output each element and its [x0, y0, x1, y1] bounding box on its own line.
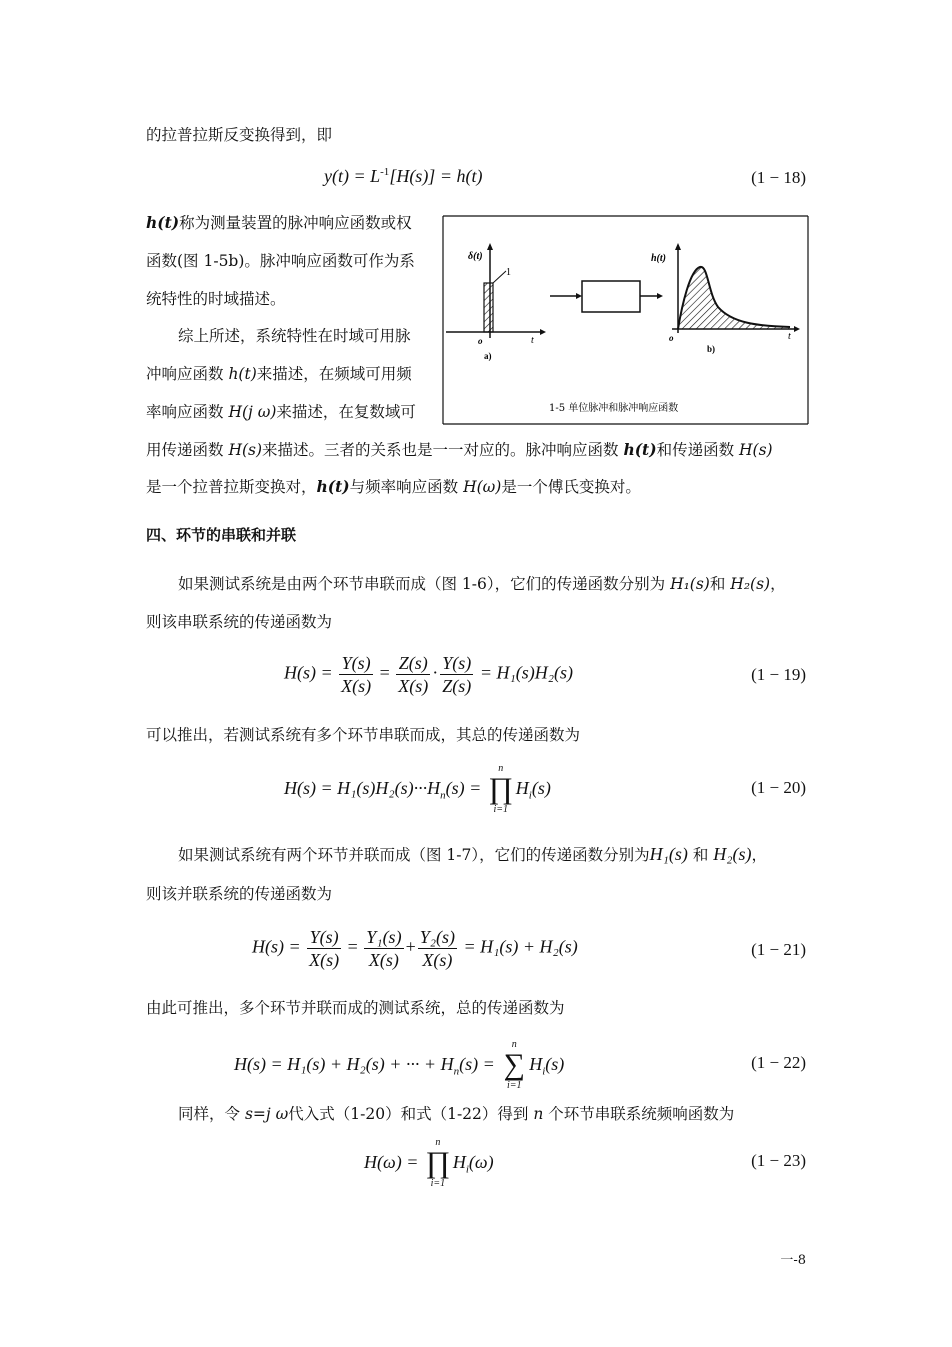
system-block — [550, 281, 663, 312]
paragraph-line: 函数(图 1-5b)。脉冲响应函数可作为系 — [146, 252, 415, 270]
paragraph-line: 由此可推出，多个环节并联而成的测试系统，总的传递函数为 — [146, 999, 565, 1017]
paragraph-line: 率响应函数 H(j ω)来描述，在复数域可 — [146, 403, 416, 421]
paragraph-line: 的拉普拉斯反变换得到，即 — [146, 126, 333, 144]
paragraph-line: 是一个拉普拉斯变换对，h(t)与频率响应函数 H(ω)是一个傅氏变换对。 — [146, 477, 641, 496]
equation-number: (1 − 21) — [751, 940, 806, 959]
equation-number: (1 − 19) — [751, 665, 806, 684]
delta-label: δ(t) — [468, 251, 483, 262]
paragraph-line: 同样，令 s=j ω代入式（1-20）和式（1-22）得到 n 个环节串联系统频响函数为 — [178, 1105, 735, 1123]
section-heading: 四、环节的串联和并联 — [146, 526, 297, 544]
response-label: h(t) — [651, 253, 666, 264]
impulse-height-label: 1 — [506, 267, 511, 278]
time-axis-label: t — [788, 331, 791, 342]
origin-label: o — [669, 333, 674, 343]
paragraph-line: 如果测试系统是由两个环节串联而成（图 1-6），它们的传递函数分别为 H₁(s)和 H₂(s)， — [178, 575, 786, 593]
equation-number: (1 − 18) — [751, 168, 806, 187]
paragraph-line: 如果测试系统有两个环节并联而成（图 1-7），它们的传递函数分别为H₁(s) 和 H₂(s)， — [178, 844, 768, 864]
equation-1-19: H(s) = $\frac{Y(s)}{X(s)}$ = $\frac{Z(s)}{X(s)}$ · $\frac{Y(s)}{Z(s)}$ = H₁(s)H₂(s) — [284, 653, 573, 696]
equation-number: (1 − 20) — [751, 778, 806, 797]
equation-1-23: H(ω) = n ∏ i=1 $H_i(\omega)$ — [364, 1137, 494, 1189]
figure-caption: 1-5 单位脉冲和脉冲响应函数 — [549, 403, 679, 414]
paragraph-line: 综上所述，系统特性在时域可用脉 — [178, 327, 411, 345]
paragraph-line: 冲响应函数 h(t)来描述，在频域可用频 — [146, 365, 412, 383]
impulse-response-plot — [651, 243, 800, 354]
paragraph-line: 统特性的时域描述。 — [146, 290, 286, 308]
origin-label: o — [478, 336, 483, 346]
panel-b-label: b) — [707, 344, 716, 354]
equation-1-22: H(s) = H₁(s) + H₂(s) + ··· + $H_n(s)$ = n ∑ i=1 $H_i(s)$ — [234, 1039, 565, 1091]
time-axis-label: t — [531, 335, 534, 346]
figure-1-5 — [442, 215, 809, 425]
paragraph-line: 则该串联系统的传递函数为 — [146, 613, 333, 631]
paragraph-line: h(t)称为测量装置的脉冲响应函数或权 — [146, 213, 412, 232]
paragraph-line: 用传递函数 H(s)来描述。三者的关系也是一一对应的。脉冲响应函数 h(t)和传递函数 H(s) — [146, 440, 773, 459]
equation-number: (1 − 23) — [751, 1151, 806, 1170]
equation-1-20: $H(s) = H_1(s)H_2(s)\cdot\cdot\cdot H_n(s)$ = n ∏ i=1 $H_i(s)$ — [284, 763, 551, 815]
equation-number: (1 − 22) — [751, 1053, 806, 1072]
panel-a-label: a) — [484, 351, 492, 361]
paragraph-line: 则该并联系统的传递函数为 — [146, 885, 333, 903]
page-number: 一-8 — [780, 1253, 806, 1268]
impulse-response-figure — [442, 215, 809, 425]
equation-1-21: H(s) = $\frac{Y(s)}{X(s)}$ = $\frac{\text{Y₁(s)}}{X(s)}$ + $\frac{\text{Y₂(s)}}{X(s)}$ = H₁(s) + H₂(s) — [252, 927, 578, 970]
paragraph-line: 可以推出，若测试系统有多个环节串联而成，其总的传递函数为 — [146, 726, 581, 744]
equation-1-18: $y(t) = L^{-1}[H(s)] = h(t)$ — [324, 166, 483, 186]
unit-impulse-plot — [446, 243, 546, 361]
